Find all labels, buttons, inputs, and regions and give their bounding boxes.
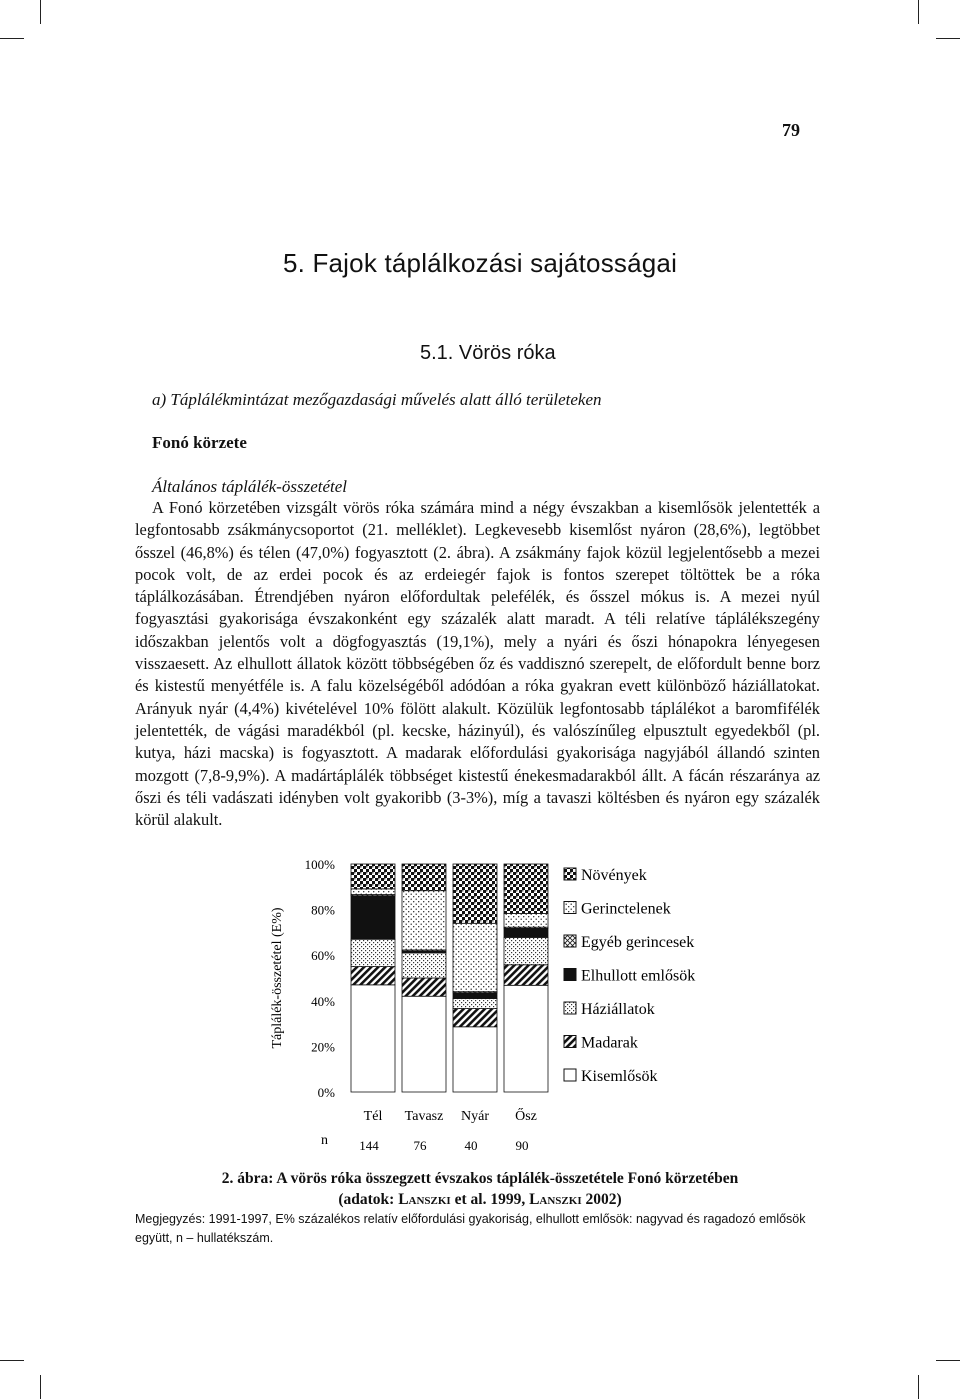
area-title: Fonó körzete [152, 433, 247, 452]
caption-author: Lanszki [529, 1191, 582, 1208]
legend-label: Elhullott emlősök [581, 967, 696, 985]
legend-label: Növények [581, 867, 647, 884]
bar-segment-kisemlosok [351, 985, 395, 1092]
figure-note: Megjegyzés: 1991-1997, E% százalékos relatív előfordulási gyakoriság, elhullott emlősök: nagyvad és ragadozó emlősök együtt, n – hullatékszám. [135, 1212, 806, 1245]
y-tick-label: 40% [311, 993, 335, 1009]
subsection-title: a) Táplálékmintázat mezőgazdasági művelés alatt álló területeken [152, 390, 602, 409]
legend-label: Gerinctelenek [581, 900, 671, 918]
n-row-label: n [321, 1133, 328, 1148]
legend-label: Háziállatok [581, 1001, 655, 1018]
caption-source-open: (adatok: [338, 1191, 399, 1208]
bar-segment-novenyek [504, 864, 548, 913]
bar-segment-kisemlosok [453, 1027, 497, 1092]
y-axis-label: Táplálék-összetétel (E%) [270, 907, 285, 1049]
caption-source-mid: et al. 1999, [450, 1191, 530, 1208]
caption-author: Lanszki [398, 1191, 451, 1208]
crop-mark [0, 1360, 24, 1361]
crop-mark [918, 0, 919, 24]
bar-segment-elhullott-emlosok [351, 896, 395, 940]
bar-segment-madarak [351, 967, 395, 985]
y-tick-label: 60% [311, 948, 335, 964]
legend-swatch-egyeb-gerincesek [564, 935, 576, 947]
bar-segment-madarak [504, 965, 548, 986]
legend-swatch-gerinctelenek [564, 902, 576, 914]
page-number: 79 [782, 120, 800, 140]
legend-label: Madarak [581, 1034, 638, 1052]
sub-heading: Általános táplálék-összetétel [152, 477, 347, 496]
n-value: 144 [359, 1138, 379, 1153]
x-tick-label: Tavasz [404, 1109, 444, 1124]
crop-mark [918, 1375, 919, 1399]
crop-mark [936, 1360, 960, 1361]
legend-swatch-haziallatok [564, 1002, 576, 1014]
bar-segment-novenyek [402, 864, 446, 891]
legend-swatch-kisemlosok [564, 1069, 576, 1081]
caption-line-2 [120, 1189, 840, 1210]
bar-segment-madarak [402, 978, 446, 996]
crop-mark [40, 1375, 41, 1399]
caption-line-1: 2. ábra: A vörös róka összegzett évszakos táplálék-összetétele Fonó körzetében [221, 1170, 739, 1187]
y-tick-label: 20% [311, 1039, 335, 1055]
x-tick-label: Tél [363, 1109, 383, 1124]
bar-segment-haziallatok [351, 939, 395, 966]
legend-swatch-elhullott-emlosok [564, 969, 576, 981]
bar-segment-elhullott-emlosok [453, 993, 497, 999]
bar-segment-kisemlosok [504, 985, 548, 1092]
crop-mark [40, 0, 41, 24]
chapter-title: 5. Fajok táplálkozási sajátosságai [282, 248, 678, 278]
legend-label: Egyéb gerincesek [581, 934, 695, 951]
bar-segment-novenyek [453, 864, 497, 923]
x-tick-label: Ősz [515, 1109, 537, 1124]
legend-label: Kisemlősök [581, 1068, 658, 1085]
legend-swatch-madarak [564, 1036, 576, 1048]
bar-segment-kisemlosok [402, 996, 446, 1092]
bar-segment-gerinctelenek [351, 889, 395, 895]
stacked-bar-chart [255, 848, 715, 1158]
bar-segment-novenyek [351, 864, 395, 889]
bar-segment-elhullott-emlosok [504, 928, 548, 937]
body-paragraph: A Fonó körzetében vizsgált vörös róka számára mind a négy évszakban a kisemlősök jelentették a legfontosabb zsákmánycsoportot (21. melléklet). Legkevesebb kisemlőst nyáron (28,6%), legtöbbet ősszel (46,8%) és télen (47,0%) fogyasztott (2. ábra). A zsákmány fajok közül legjelentősebb a mezei pocok volt, de az erdei pocok és az erdeiegér fajok is fontos szerepet töltöttek be a róka táplálkozásában. Étrendjében nyáron előfordultak pelefélék, és ősszel mókus is. A mezei nyúl fogyasztási gyakorisága évszakonként egy százalék alatt maradt. A téli relatíve táplálékszegény időszakban jelentős volt a dögfogyasztás (19,1%), mely a nyári és őszi hónapokra lényegesen visszaesett. Az elhullott állatok között többségében őz és vaddisznó szerepelt, de előfordult benne borz és kistestű menyétféle is. A falu közelségéből adódóan a róka gyakran evett különböző háziállatokat. Arányuk nyár (4,4%) kivételével 10% fölött alakult. Közülük legfontosabb táplálékot a baromfifélék jelentették, de vágási maradékból (pl. kecske, házinyúl), és valószínűleg elpusztult egyedekből (pl. kutya, házi macska) is fogyasztott. A madarak előfordulási gyakorisága nagyjából állandó szinten mozgott (7,8-9,9%). A madártáplálék többséget kistestű énekesmadarakból állt. A fácán részaránya az őszi és téli vadászati idényben volt gyakoribb (3-3%), míg a tavaszi költésben és nyáron egy százalék körül alakult. [135, 498, 820, 830]
bar-segment-gerinctelenek [402, 891, 446, 950]
n-value: 90 [515, 1138, 529, 1153]
bar-segment-haziallatok [504, 937, 548, 964]
crop-mark [936, 38, 960, 39]
legend-swatch-novenyek [564, 868, 576, 880]
x-tick-label: Nyár [461, 1109, 489, 1124]
bar-segment-madarak [453, 1009, 497, 1027]
bar-segment-gerinctelenek [453, 923, 497, 991]
bar-segment-haziallatok [402, 953, 446, 978]
figure-caption [120, 1168, 840, 1210]
n-value: 76 [413, 1138, 427, 1153]
n-value: 40 [464, 1138, 478, 1153]
bar-segment-gerinctelenek [504, 913, 548, 927]
crop-mark [0, 38, 24, 39]
y-tick-label: 0% [317, 1085, 335, 1100]
y-tick-label: 80% [311, 902, 335, 918]
caption-source-close: 2002) [581, 1191, 622, 1208]
y-tick-label: 100% [304, 857, 335, 872]
section-title: 5.1. Vörös róka [420, 342, 556, 364]
bar-segment-haziallatok [453, 999, 497, 1009]
